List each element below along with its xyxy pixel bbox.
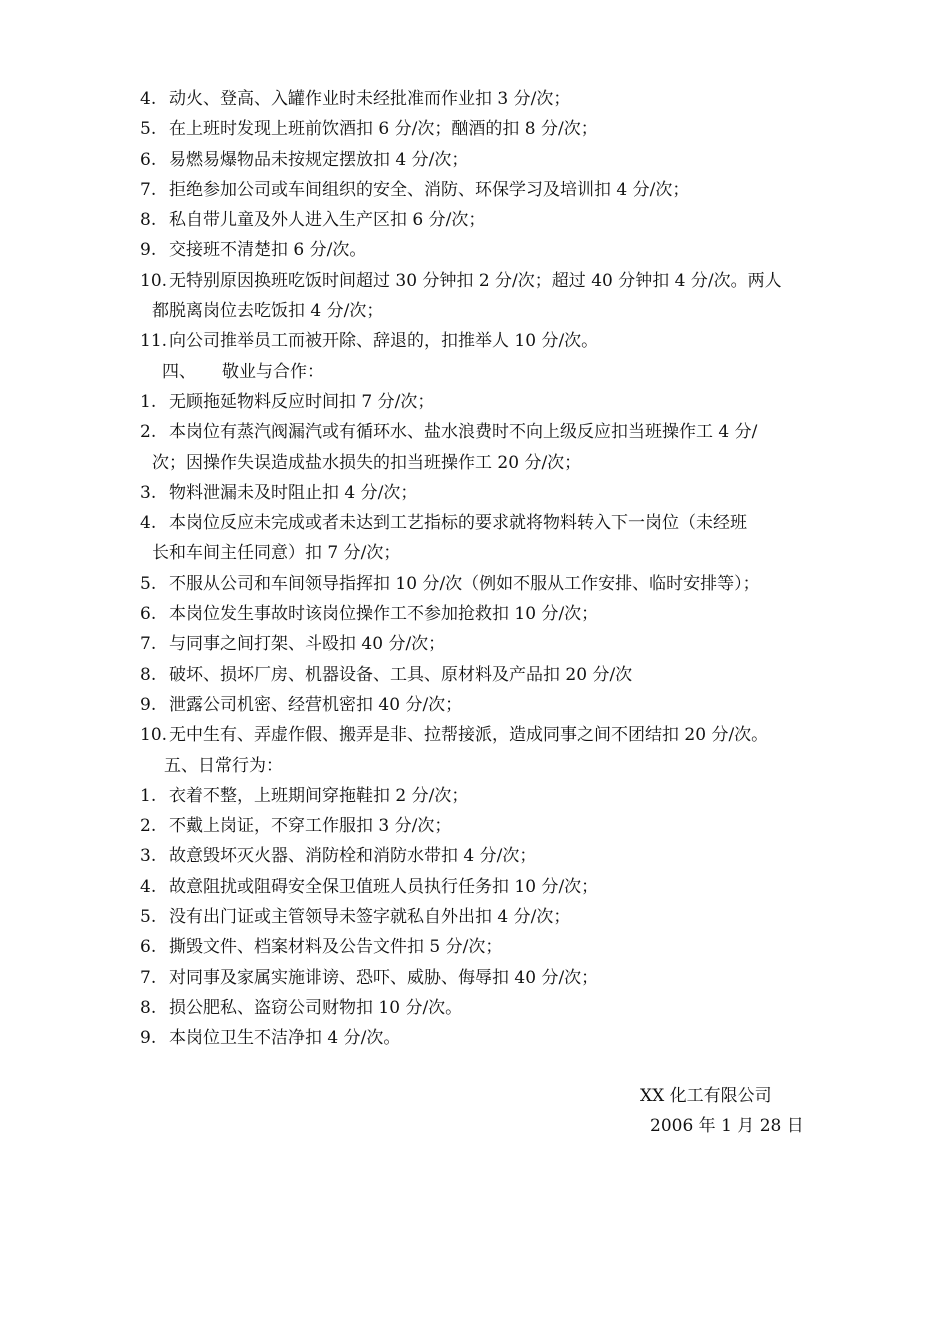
list-item <box>0 175 950 205</box>
section-heading <box>0 751 950 781</box>
item-number: 9. <box>140 694 157 715</box>
item-text: 对同事及家属实施诽谤、恐吓、威胁、侮辱扣 40 分/次； <box>169 967 599 988</box>
item-number: 7. <box>140 179 157 200</box>
section-heading-text <box>162 357 324 387</box>
item-text: 交接班不清楚扣 6 分/次。 <box>169 240 367 261</box>
item-number: 8. <box>140 210 157 231</box>
item-text: 物料泄漏未及时阻止扣 4 分/次； <box>169 482 418 503</box>
item-number: 6. <box>140 604 157 625</box>
list-item <box>0 508 950 538</box>
list-item <box>0 114 950 144</box>
item-number: 7. <box>140 634 157 655</box>
item-number: 1. <box>140 391 157 412</box>
item-number: 1. <box>140 785 157 806</box>
item-number: 3. <box>140 482 157 503</box>
section-heading <box>0 357 950 387</box>
item-text: 动火、登高、入罐作业时未经批准而作业扣 3 分/次； <box>169 89 571 109</box>
item-text: 向公司推举员工而被开除、辞退的，扣推举人 10 分/次。 <box>169 331 599 352</box>
list-item <box>0 1023 950 1053</box>
list-item <box>0 872 950 902</box>
list-item <box>0 145 950 175</box>
signature-company: XX 化工有限公司 <box>640 1086 772 1106</box>
item-text: 本岗位发生事故时该岗位操作工不参加抢救扣 10 分/次； <box>169 604 599 625</box>
list-item <box>0 629 950 659</box>
item-number: 6. <box>140 149 157 170</box>
list-item <box>0 963 950 993</box>
item-number: 5. <box>140 907 157 928</box>
item-text-continuation: 次；因操作失误造成盐水损失的扣当班操作工 20 分/次； <box>152 452 582 473</box>
item-text: 易燃易爆物品未按规定摆放扣 4 分/次； <box>169 149 469 170</box>
list-item <box>0 84 950 114</box>
document-body <box>0 84 950 1054</box>
list-item-continuation <box>0 296 950 326</box>
item-text: 破坏、损坏厂房、机器设备、工具、原材料及产品扣 20 分/次 <box>169 664 633 685</box>
item-text: 故意毁坏灭火器、消防栓和消防水带扣 4 分/次； <box>169 846 537 867</box>
list-item <box>0 478 950 508</box>
item-number: 4. <box>140 513 157 534</box>
item-text: 撕毁文件、档案材料及公告文件扣 5 分/次； <box>169 937 503 958</box>
list-item <box>0 266 950 296</box>
list-item <box>0 993 950 1023</box>
item-text: 不服从公司和车间领导指挥扣 10 分/次（例如不服从工作安排、临时安排等）； <box>169 573 760 594</box>
item-text: 在上班时发现上班前饮酒扣 6 分/次；酗酒的扣 8 分/次； <box>169 119 598 140</box>
list-item <box>0 932 950 962</box>
list-item <box>0 599 950 629</box>
item-text: 本岗位反应未完成或者未达到工艺指标的要求就将物料转入下一岗位（未经班 <box>169 513 747 534</box>
item-number: 3. <box>140 846 157 867</box>
list-item <box>0 205 950 235</box>
list-item <box>0 417 950 447</box>
item-number: 10. <box>140 725 168 746</box>
item-number: 2. <box>140 816 157 837</box>
section-number: 四、 <box>162 361 196 382</box>
item-text: 无顾拖延物料反应时间扣 7 分/次； <box>169 391 435 412</box>
list-item <box>0 902 950 932</box>
section-title: 敬业与合作： <box>222 361 324 382</box>
item-text: 私自带儿童及外人进入生产区扣 6 分/次； <box>169 210 486 231</box>
signature-date: 2006 年 1 月 28 日 <box>650 1116 804 1136</box>
list-item <box>0 387 950 417</box>
item-number: 9. <box>140 240 157 261</box>
item-number: 4. <box>140 876 157 897</box>
list-item <box>0 781 950 811</box>
list-item <box>0 690 950 720</box>
item-text: 泄露公司机密、经营机密扣 40 分/次； <box>169 694 463 715</box>
item-text-continuation: 都脱离岗位去吃饭扣 4 分/次； <box>152 301 384 322</box>
list-item <box>0 841 950 871</box>
item-text: 无特别原因换班吃饭时间超过 30 分钟扣 2 分/次；超过 40 分钟扣 4 分/次。两人 <box>169 270 782 291</box>
item-text: 故意阻扰或阻碍安全保卫值班人员执行任务扣 10 分/次； <box>169 876 599 897</box>
item-text: 拒绝参加公司或车间组织的安全、消防、环保学习及培训扣 4 分/次； <box>169 179 690 200</box>
list-item <box>0 811 950 841</box>
list-item-continuation <box>0 538 950 568</box>
list-item <box>0 720 950 750</box>
item-text: 衣着不整，上班期间穿拖鞋扣 2 分/次； <box>169 785 469 806</box>
list-item <box>0 569 950 599</box>
item-number: 11. <box>140 331 168 352</box>
item-number: 9. <box>140 1028 157 1049</box>
item-text: 本岗位有蒸汽阀漏汽或有循环水、盐水浪费时不向上级反应扣当班操作工 4 分/ <box>169 422 758 443</box>
list-item <box>0 326 950 356</box>
item-text: 与同事之间打架、斗殴扣 40 分/次； <box>169 634 446 655</box>
item-number: 5. <box>140 573 157 594</box>
item-text: 无中生有、弄虚作假、搬弄是非、拉帮接派，造成同事之间不团结扣 20 分/次。 <box>169 725 769 746</box>
list-item <box>0 235 950 265</box>
item-text: 本岗位卫生不洁净扣 4 分/次。 <box>169 1028 401 1049</box>
list-item-continuation <box>0 448 950 478</box>
item-number: 10. <box>140 270 168 291</box>
item-number: 4. <box>140 89 157 109</box>
item-number: 7. <box>140 967 157 988</box>
item-number: 6. <box>140 937 157 958</box>
item-number: 5. <box>140 119 157 140</box>
item-number: 8. <box>140 997 157 1018</box>
item-number: 2. <box>140 422 157 443</box>
list-item <box>0 660 950 690</box>
item-text-continuation: 长和车间主任同意）扣 7 分/次； <box>152 543 401 564</box>
item-text: 损公肥私、盗窃公司财物扣 10 分/次。 <box>169 997 463 1018</box>
item-text: 没有出门证或主管领导未签字就私自外出扣 4 分/次； <box>169 907 571 928</box>
item-text: 不戴上岗证，不穿工作服扣 3 分/次； <box>169 816 452 837</box>
section-title: 五、日常行为： <box>164 755 283 776</box>
item-number: 8. <box>140 664 157 685</box>
